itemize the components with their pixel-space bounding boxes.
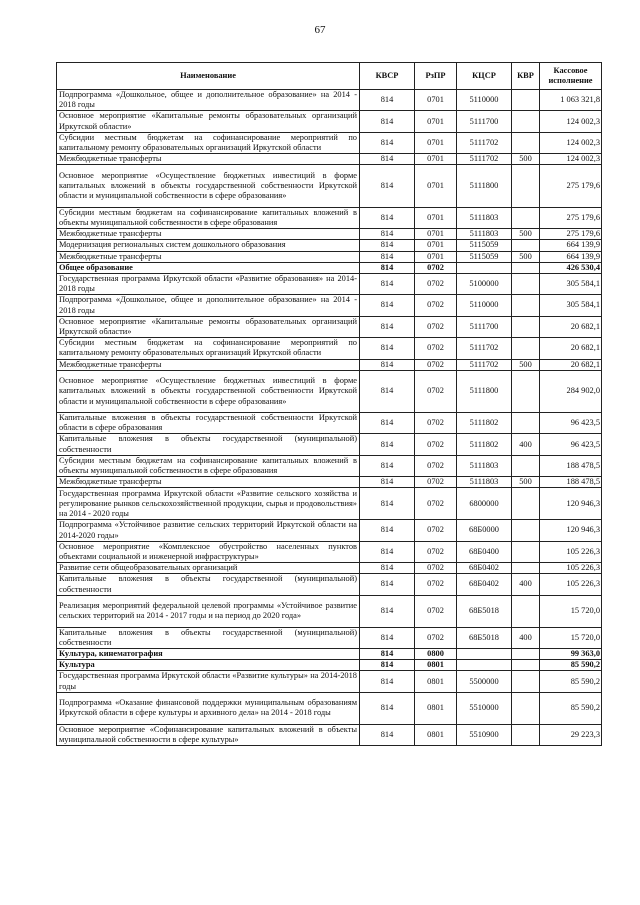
table-row (57, 627, 602, 648)
cell-kcsr: 68Б5018 (457, 595, 512, 627)
cell-rzpr: 0702 (415, 413, 457, 434)
cell-kcsr: 5111702 (457, 359, 512, 370)
table-row (57, 520, 602, 541)
table-row (57, 660, 602, 671)
cell-kcsr: 68Б0400 (457, 541, 512, 562)
cell-kcsr: 5111702 (457, 338, 512, 359)
cell-name: Межбюджетные трансферты (57, 154, 360, 165)
cell-name: Основное мероприятие «Осуществление бюджетных инвестиций в форме капитальных вложений в объекты государственной собственности Иркутской области и муниципальной собственности в сфере образования» (57, 370, 360, 412)
cell-amount: 85 590,2 (540, 660, 602, 671)
cell-kcsr: 6800000 (457, 488, 512, 520)
column-header-name: Наименование (57, 63, 360, 90)
cell-rzpr: 0801 (415, 724, 457, 745)
cell-rzpr: 0702 (415, 359, 457, 370)
cell-kvsr: 814 (360, 724, 415, 745)
cell-amount: 1 063 321,8 (540, 90, 602, 111)
cell-rzpr: 0702 (415, 520, 457, 541)
cell-rzpr: 0702 (415, 295, 457, 316)
cell-amount: 305 584,1 (540, 295, 602, 316)
cell-rzpr: 0702 (415, 455, 457, 476)
table-row (57, 413, 602, 434)
table-row (57, 295, 602, 316)
cell-kvsr: 814 (360, 488, 415, 520)
cell-kvsr: 814 (360, 240, 415, 251)
cell-kcsr: 5111702 (457, 154, 512, 165)
cell-kcsr: 5111702 (457, 132, 512, 153)
cell-kvr (512, 165, 540, 207)
cell-kcsr: 5111803 (457, 229, 512, 240)
table-row (57, 574, 602, 595)
cell-amount: 20 682,1 (540, 316, 602, 337)
cell-kvsr: 814 (360, 692, 415, 724)
cell-amount: 188 478,5 (540, 455, 602, 476)
cell-amount: 124 002,3 (540, 154, 602, 165)
cell-kvsr: 814 (360, 111, 415, 132)
cell-kvr (512, 338, 540, 359)
cell-kvr: 400 (512, 434, 540, 455)
cell-kvsr: 814 (360, 574, 415, 595)
cell-kvr (512, 660, 540, 671)
cell-name: Модернизация региональных систем дошкольного образования (57, 240, 360, 251)
cell-amount: 96 423,5 (540, 413, 602, 434)
column-header-amount: Кассовое исполнение (540, 63, 602, 90)
cell-kcsr: 5111803 (457, 455, 512, 476)
cell-name: Основное мероприятие «Капитальные ремонты образовательных организаций Иркутской области» (57, 111, 360, 132)
cell-kvr (512, 273, 540, 294)
cell-rzpr: 0701 (415, 251, 457, 262)
cell-rzpr: 0801 (415, 660, 457, 671)
cell-name: Государственная программа Иркутской области «Развитие образования» на 2014-2018 годы (57, 273, 360, 294)
cell-rzpr: 0701 (415, 154, 457, 165)
table-row (57, 240, 602, 251)
cell-rzpr: 0702 (415, 262, 457, 273)
cell-rzpr: 0702 (415, 627, 457, 648)
cell-kcsr (457, 649, 512, 660)
table-row (57, 477, 602, 488)
cell-amount: 664 139,9 (540, 240, 602, 251)
cell-amount: 15 720,0 (540, 595, 602, 627)
cell-rzpr: 0701 (415, 111, 457, 132)
cell-amount: 124 002,3 (540, 111, 602, 132)
cell-kcsr: 5510900 (457, 724, 512, 745)
cell-name: Субсидии местным бюджетам на софинансирование мероприятий по капитальному ремонту образовательных организаций Иркутской области (57, 132, 360, 153)
cell-kvsr: 814 (360, 541, 415, 562)
cell-name: Субсидии местным бюджетам на софинансирование капитальных вложений в объекты муниципальной собственности в сфере образования (57, 455, 360, 476)
column-header-kcsr: КЦСР (457, 63, 512, 90)
cell-kvsr: 814 (360, 627, 415, 648)
cell-kcsr: 5115059 (457, 251, 512, 262)
cell-kvr (512, 649, 540, 660)
cell-kvsr: 814 (360, 295, 415, 316)
column-header-rzpr: РзПР (415, 63, 457, 90)
cell-kvr: 500 (512, 229, 540, 240)
cell-rzpr: 0702 (415, 434, 457, 455)
cell-kvr (512, 692, 540, 724)
table-row (57, 541, 602, 562)
cell-kvsr: 814 (360, 132, 415, 153)
cell-rzpr: 0702 (415, 563, 457, 574)
cell-kvsr: 814 (360, 477, 415, 488)
cell-amount: 15 720,0 (540, 627, 602, 648)
page-number: 67 (314, 24, 326, 36)
cell-name: Подпрограмма «Оказание финансовой поддержки муниципальным образованиям Иркутской области в сфере культуры и архивного дела» на 2014 - 2018 годы (57, 692, 360, 724)
cell-name: Государственная программа Иркутской области «Развитие сельского хозяйства и регулирование рынков сельскохозяйственной продукции, сырья и продовольствия» на 2014 - 2020 годы (57, 488, 360, 520)
cell-kvsr: 814 (360, 370, 415, 412)
cell-name: Подпрограмма «Устойчивое развитие сельских территорий Иркутской области на 2014-2020 годы» (57, 520, 360, 541)
table-header-row (57, 63, 602, 90)
cell-kcsr: 5110000 (457, 90, 512, 111)
cell-rzpr: 0701 (415, 132, 457, 153)
cell-name: Капитальные вложения в объекты государственной собственности Иркутской области в сфере образования (57, 413, 360, 434)
cell-kvsr: 814 (360, 359, 415, 370)
cell-kvsr: 814 (360, 154, 415, 165)
cell-amount: 29 223,3 (540, 724, 602, 745)
cell-name: Общее образование (57, 262, 360, 273)
cell-amount: 105 226,3 (540, 563, 602, 574)
cell-rzpr: 0702 (415, 595, 457, 627)
cell-name: Основное мероприятие «Софинансирование капитальных вложений в объекты муниципальной собственности в сфере культуры» (57, 724, 360, 745)
table-row (57, 671, 602, 692)
column-header-kvsr: КВСР (360, 63, 415, 90)
cell-amount: 105 226,3 (540, 574, 602, 595)
cell-kvr (512, 295, 540, 316)
table-row (57, 649, 602, 660)
cell-name: Подпрограмма «Дошкольное, общее и дополнительное образование» на 2014 - 2018 годы (57, 295, 360, 316)
cell-name: Межбюджетные трансферты (57, 477, 360, 488)
cell-kcsr (457, 262, 512, 273)
cell-kcsr: 5110000 (457, 295, 512, 316)
cell-rzpr: 0701 (415, 229, 457, 240)
cell-rzpr: 0701 (415, 240, 457, 251)
cell-amount: 96 423,5 (540, 434, 602, 455)
cell-kvsr: 814 (360, 563, 415, 574)
table-row (57, 563, 602, 574)
cell-kcsr: 68Б0402 (457, 563, 512, 574)
cell-name: Развитие сети общеобразовательных организаций (57, 563, 360, 574)
budget-table (56, 62, 602, 746)
cell-kcsr: 5111803 (457, 207, 512, 228)
cell-amount: 664 139,9 (540, 251, 602, 262)
cell-kcsr: 5111700 (457, 316, 512, 337)
cell-kcsr: 68Б0402 (457, 574, 512, 595)
cell-kvr (512, 262, 540, 273)
cell-name: Субсидии местным бюджетам на софинансирование капитальных вложений в объекты муниципальной собственности в сфере образования (57, 207, 360, 228)
cell-amount: 275 179,6 (540, 207, 602, 228)
cell-kvr: 500 (512, 477, 540, 488)
cell-kvsr: 814 (360, 455, 415, 476)
cell-name: Капитальные вложения в объекты государственной (муниципальной) собственности (57, 574, 360, 595)
cell-rzpr: 0702 (415, 488, 457, 520)
cell-rzpr: 0800 (415, 649, 457, 660)
cell-rzpr: 0702 (415, 477, 457, 488)
cell-kvsr: 814 (360, 660, 415, 671)
cell-kvsr: 814 (360, 262, 415, 273)
cell-kvsr: 814 (360, 671, 415, 692)
cell-kvsr: 814 (360, 229, 415, 240)
cell-kcsr: 5111803 (457, 477, 512, 488)
cell-kcsr: 5510000 (457, 692, 512, 724)
cell-rzpr: 0801 (415, 671, 457, 692)
cell-kvr (512, 488, 540, 520)
table-row (57, 90, 602, 111)
cell-amount: 426 530,4 (540, 262, 602, 273)
cell-rzpr: 0702 (415, 370, 457, 412)
cell-kcsr (457, 660, 512, 671)
cell-kvr (512, 316, 540, 337)
cell-name: Государственная программа Иркутской области «Развитие культуры» на 2014-2018 годы (57, 671, 360, 692)
cell-name: Субсидии местным бюджетам на софинансирование мероприятий по капитальному ремонту образовательных организаций Иркутской области (57, 338, 360, 359)
cell-kvsr: 814 (360, 207, 415, 228)
table-row (57, 316, 602, 337)
cell-name: Основное мероприятие «Комплексное обустройство населенных пунктов объектами социальной и инженерной инфраструктуры» (57, 541, 360, 562)
table-row (57, 724, 602, 745)
cell-rzpr: 0702 (415, 273, 457, 294)
table-row (57, 111, 602, 132)
cell-rzpr: 0702 (415, 338, 457, 359)
table-body (57, 90, 602, 746)
table-row (57, 273, 602, 294)
table-row (57, 165, 602, 207)
cell-name: Межбюджетные трансферты (57, 229, 360, 240)
cell-amount: 188 478,5 (540, 477, 602, 488)
cell-kcsr: 5111800 (457, 165, 512, 207)
cell-kvsr: 814 (360, 595, 415, 627)
cell-kvr (512, 413, 540, 434)
cell-amount: 99 363,0 (540, 649, 602, 660)
cell-kvr (512, 541, 540, 562)
cell-rzpr: 0701 (415, 165, 457, 207)
table-row (57, 488, 602, 520)
cell-kvr (512, 132, 540, 153)
cell-amount: 120 946,3 (540, 488, 602, 520)
column-header-kvr: КВР (512, 63, 540, 90)
cell-rzpr: 0702 (415, 541, 457, 562)
cell-kcsr: 68Б0000 (457, 520, 512, 541)
cell-name: Культура (57, 660, 360, 671)
cell-amount: 85 590,2 (540, 671, 602, 692)
cell-kvr (512, 563, 540, 574)
cell-name: Основное мероприятие «Осуществление бюджетных инвестиций в форме капитальных вложений в объекты государственной собственности Иркутской области и муниципальной собственности в сфере образования» (57, 165, 360, 207)
cell-kvr (512, 111, 540, 132)
cell-amount: 20 682,1 (540, 359, 602, 370)
cell-rzpr: 0701 (415, 207, 457, 228)
cell-amount: 120 946,3 (540, 520, 602, 541)
cell-kvr (512, 207, 540, 228)
cell-kvr (512, 370, 540, 412)
cell-kvsr: 814 (360, 338, 415, 359)
cell-amount: 85 590,2 (540, 692, 602, 724)
cell-kvr: 500 (512, 251, 540, 262)
table-row (57, 434, 602, 455)
cell-amount: 20 682,1 (540, 338, 602, 359)
cell-kvsr: 814 (360, 649, 415, 660)
cell-kvr (512, 724, 540, 745)
cell-kvr (512, 240, 540, 251)
cell-kvsr: 814 (360, 90, 415, 111)
cell-name: Межбюджетные трансферты (57, 359, 360, 370)
cell-kcsr: 5111802 (457, 434, 512, 455)
cell-amount: 275 179,6 (540, 229, 602, 240)
cell-name: Реализация мероприятий федеральной целевой программы «Устойчивое развитие сельских территорий на 2014 - 2017 годы и на период до 2020 года» (57, 595, 360, 627)
table-row (57, 359, 602, 370)
cell-kvr: 500 (512, 359, 540, 370)
cell-kcsr: 5111700 (457, 111, 512, 132)
cell-name: Межбюджетные трансферты (57, 251, 360, 262)
cell-kcsr: 5111800 (457, 370, 512, 412)
cell-amount: 284 902,0 (540, 370, 602, 412)
table-row (57, 338, 602, 359)
table-row (57, 455, 602, 476)
cell-rzpr: 0702 (415, 316, 457, 337)
cell-name: Подпрограмма «Дошкольное, общее и дополнительное образование» на 2014 - 2018 годы (57, 90, 360, 111)
cell-amount: 275 179,6 (540, 165, 602, 207)
cell-kvsr: 814 (360, 165, 415, 207)
cell-name: Капитальные вложения в объекты государственной (муниципальной) собственности (57, 627, 360, 648)
cell-kvsr: 814 (360, 434, 415, 455)
cell-kvsr: 814 (360, 273, 415, 294)
cell-kvsr: 814 (360, 251, 415, 262)
table-row (57, 154, 602, 165)
cell-rzpr: 0701 (415, 90, 457, 111)
cell-amount: 124 002,3 (540, 132, 602, 153)
table-row (57, 132, 602, 153)
cell-name: Культура, кинематография (57, 649, 360, 660)
cell-kcsr: 5111802 (457, 413, 512, 434)
cell-kvr (512, 90, 540, 111)
cell-rzpr: 0801 (415, 692, 457, 724)
cell-kvr: 500 (512, 154, 540, 165)
cell-kvr: 400 (512, 574, 540, 595)
cell-kvsr: 814 (360, 520, 415, 541)
cell-kvr (512, 671, 540, 692)
cell-name: Капитальные вложения в объекты государственной (муниципальной) собственности (57, 434, 360, 455)
cell-kvsr: 814 (360, 413, 415, 434)
table-row (57, 595, 602, 627)
cell-kcsr: 5100000 (457, 273, 512, 294)
table-row (57, 229, 602, 240)
cell-kvsr: 814 (360, 316, 415, 337)
cell-kvr (512, 520, 540, 541)
table-row (57, 251, 602, 262)
cell-name: Основное мероприятие «Капитальные ремонты образовательных организаций Иркутской области» (57, 316, 360, 337)
cell-kvr (512, 595, 540, 627)
cell-kcsr: 68Б5018 (457, 627, 512, 648)
cell-amount: 305 584,1 (540, 273, 602, 294)
table-row (57, 370, 602, 412)
cell-kvr (512, 455, 540, 476)
cell-rzpr: 0702 (415, 574, 457, 595)
table-row (57, 692, 602, 724)
table-row (57, 262, 602, 273)
cell-kcsr: 5115059 (457, 240, 512, 251)
cell-kvr: 400 (512, 627, 540, 648)
cell-amount: 105 226,3 (540, 541, 602, 562)
table-row (57, 207, 602, 228)
cell-kcsr: 5500000 (457, 671, 512, 692)
